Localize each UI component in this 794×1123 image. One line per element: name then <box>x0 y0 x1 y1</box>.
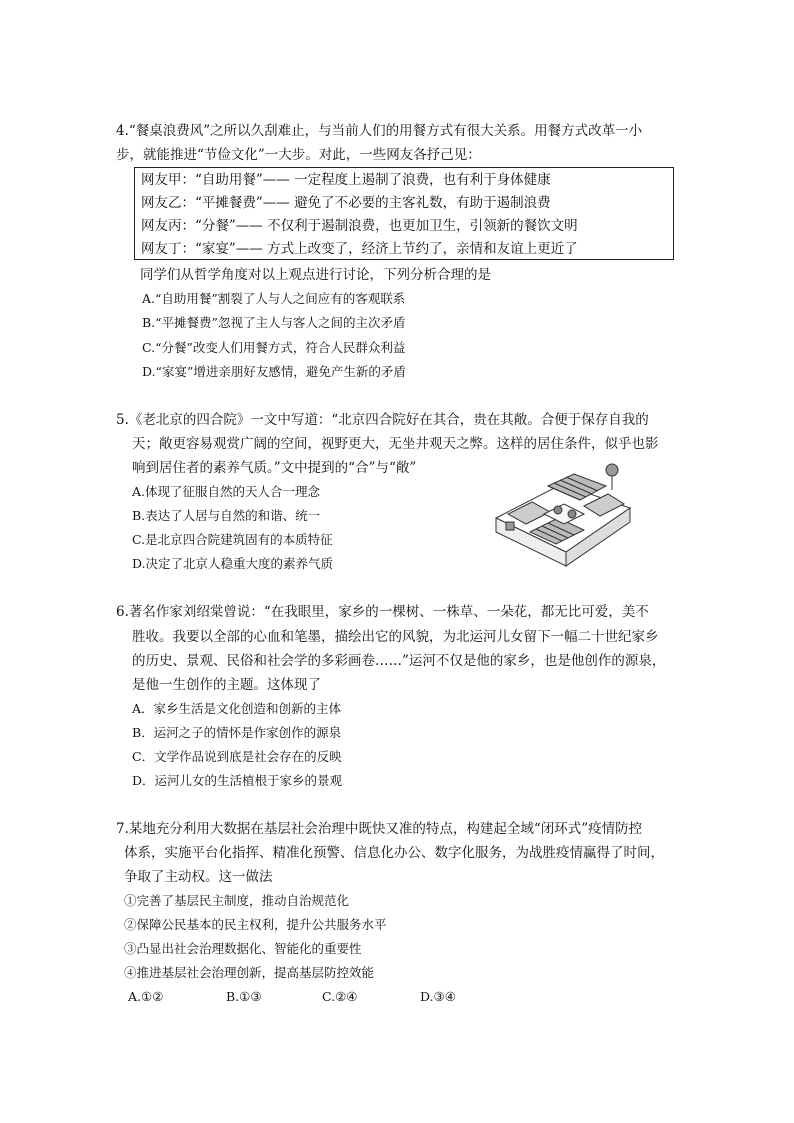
q7-item-4: ④推进基层社会治理创新，提高基层防控效能 <box>124 965 375 980</box>
q4-opinion-bing: 网友丙：“分餐”—— 不仅利于遏制浪费，也更加卫生，引领新的餐饮文明 <box>141 218 578 234</box>
q5-option-c[interactable]: C.是北京四合院建筑固有的本质特征 <box>132 532 333 547</box>
q6-option-b[interactable]: B．运河之子的情怀是作家创作的源泉 <box>132 725 342 740</box>
q7-item-3: ③凸显出社会治理数据化、智能化的重要性 <box>124 941 362 956</box>
q5-stem-line-1: 5.《老北京的四合院》一文中写道：“北京四合院好在其合，贵在其敞。合便于保存自我的 <box>116 412 649 428</box>
q7-stem-line-3: 争取了主动权。这一做法 <box>124 869 273 885</box>
q4-opinion-jia: 网友甲：“自助用餐”—— 一定程度上遏制了浪费，也有利于身体健康 <box>141 172 551 188</box>
q4-option-d[interactable]: D.“家宴”增进亲朋好友感情，避免产生新的矛盾 <box>142 364 406 379</box>
q6-option-d[interactable]: D．运河儿女的生活植根于家乡的景观 <box>132 773 343 788</box>
q5-option-d[interactable]: D.决定了北京人稳重大度的素养气质 <box>132 556 334 571</box>
q4-option-a[interactable]: A.“自助用餐”割裂了人与人之间应有的客观联系 <box>142 291 406 306</box>
q7-option-d[interactable]: D.③④ <box>420 989 456 1004</box>
q4-stem-line-2: 步，就能推进“节俭文化”一大步。对此，一些网友各抒己见： <box>116 147 481 163</box>
q4-opinion-box <box>134 167 674 260</box>
q7-stem-line-2: 体系，实施平台化指挥、精准化预警、信息化办公、数字化服务，为战胜疫情赢得了时间， <box>124 845 664 861</box>
q7-item-2: ②保障公民基本的民主权利，提升公共服务水平 <box>124 917 387 932</box>
q5-stem-line-3: 响到居住者的素养气质。”文中提到的“合”与“敞” <box>132 460 417 476</box>
q4-opinion-yi: 网友乙：“平摊餐费”—— 避免了不必要的主客礼数，有助于遏制浪费 <box>141 195 551 211</box>
q4-stem-line-1: 4.“餐桌浪费风”之所以久刮难止，与当前人们的用餐方式有很大关系。用餐方式改革一小 <box>116 123 643 139</box>
q7-item-1: ①完善了基层民主制度，推动自治规范化 <box>124 893 350 908</box>
q7-option-c[interactable]: C.②④ <box>322 989 358 1004</box>
q4-prompt: 同学们从哲学角度对以上观点进行讨论，下列分析合理的是 <box>140 267 491 283</box>
q6-option-c[interactable]: C．文学作品说到底是社会存在的反映 <box>132 749 342 764</box>
q7-option-b[interactable]: B.①③ <box>226 989 262 1004</box>
q6-stem-line-1: 6.著名作家刘绍棠曾说：“在我眼里，家乡的一棵树、一株草、一朵花，都无比可爱，美不 <box>116 604 649 620</box>
q5-option-a[interactable]: A.体现了征服自然的天人合一理念 <box>132 484 321 499</box>
q6-stem-line-4: 是他一生创作的主题。这体现了 <box>132 677 321 693</box>
q6-stem-line-3: 的历史、景观、民俗和社会学的多彩画卷……”运河不仅是他的家乡，也是他创作的源泉， <box>132 653 666 669</box>
q4-opinion-ding: 网友丁：“家宴”—— 方式上改变了，经济上节约了，亲情和友谊上更近了 <box>141 241 578 257</box>
q4-option-b[interactable]: B.“平摊餐费”忽视了主人与客人之间的主次矛盾 <box>142 315 406 330</box>
q5-option-b[interactable]: B.表达了人居与自然的和谐、统一 <box>132 508 321 523</box>
q4-option-c[interactable]: C.“分餐”改变人们用餐方式，符合人民群众利益 <box>142 340 406 355</box>
q6-option-a[interactable]: A．家乡生活是文化创造和创新的主体 <box>132 701 342 716</box>
q7-option-a[interactable]: A.①② <box>128 989 164 1004</box>
q6-stem-line-2: 胜收。我要以全部的心血和笔墨，描绘出它的风貌，为北运河儿女留下一幅二十世纪家乡 <box>132 629 659 645</box>
q5-stem-line-2: 天；敞更容易观赏广阔的空间，视野更大，无坐井观天之弊。这样的居住条件，似乎也影 <box>132 436 659 452</box>
siheyuan-illustration <box>488 456 638 576</box>
q7-stem-line-1: 7.某地充分利用大数据在基层社会治理中既快又准的特点，构建起全域“闭环式”疫情防控 <box>116 821 643 837</box>
